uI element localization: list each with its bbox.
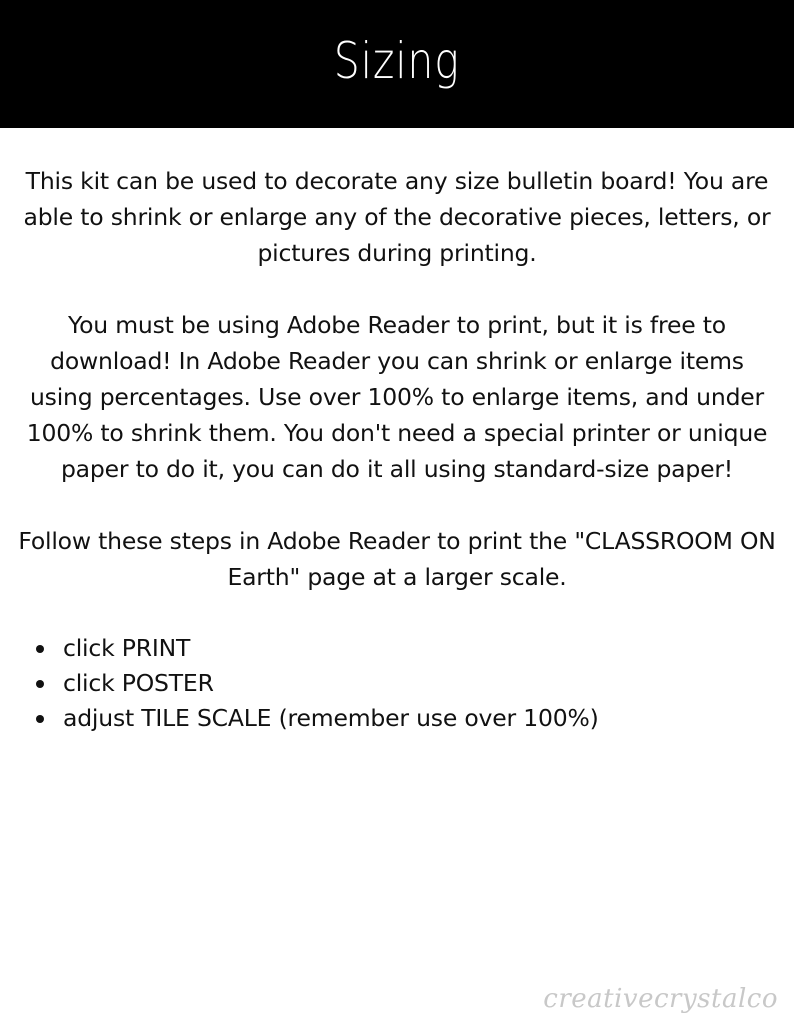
list-item	[36, 631, 778, 666]
bullet-icon	[36, 715, 44, 723]
header-band	[0, 0, 794, 128]
adobe-reader-paragraph: You must be using Adobe Reader to print, but it is free to download! In Adobe Reader you can shrink or enlarge items using percentages. Use over 100% to enlarge items, and under 100% to shrink them. You don't need a special printer or unique paper to do it, you can do it all using standard-size paper!	[26, 311, 768, 483]
steps-intro-paragraph: Follow these steps in Adobe Reader to print the "CLASSROOM ON Earth" page at a larger scale.	[18, 527, 776, 591]
intro-paragraph: This kit can be used to decorate any size bulletin board! You are able to shrink or enlarge any of the decorative pieces, letters, or pictures during printing.	[23, 167, 771, 267]
list-item	[36, 666, 778, 701]
bullet-icon	[36, 645, 44, 653]
list-item	[36, 701, 778, 736]
steps-list	[16, 631, 778, 736]
watermark-signature: creativecrystalco	[543, 984, 778, 1014]
bullet-icon	[36, 680, 44, 688]
page-content	[16, 163, 778, 736]
step-text: click PRINT	[63, 634, 191, 662]
step-text: adjust TILE SCALE (remember use over 100%)	[63, 704, 599, 732]
page-title: Sizing	[334, 32, 460, 90]
step-text: click POSTER	[63, 669, 214, 697]
